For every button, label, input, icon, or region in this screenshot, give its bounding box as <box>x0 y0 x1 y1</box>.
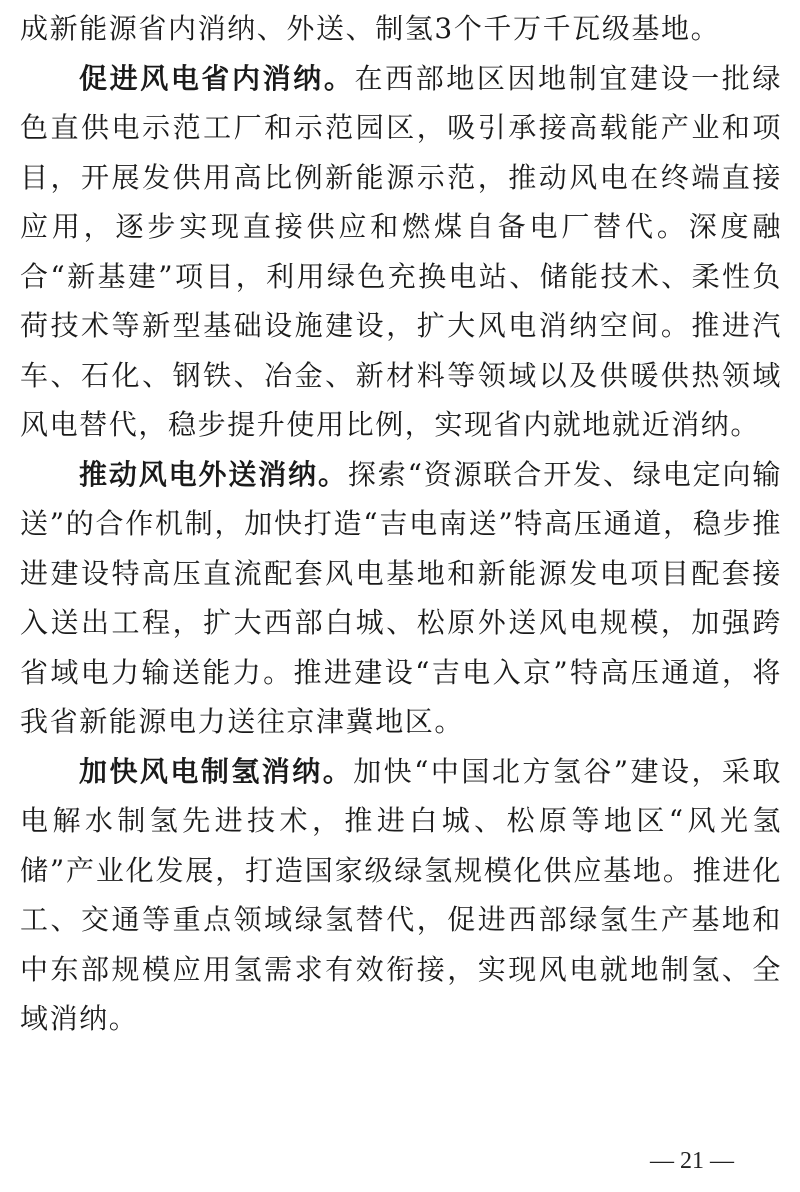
page-footer <box>0 1144 800 1184</box>
paragraph-body: 在西部地区因地制宜建设一批绿色直供电示范工厂和示范园区，吸引承接高载能产业和项目，开展发供用高比例新能源示范，推动风电在终端直接应用，逐步实现直接供应和燃煤自备电厂替代。深度融合“新基建”项目，利用绿色充换电站、储能技术、柔性负荷技术等新型基础设施建设，扩大风电消纳空间。推进汽车、石化、钢铁、冶金、新材料等领域以及供暖供热领域风电替代，稳步提升使用比例，实现省内就地就近消纳。 <box>20 61 782 441</box>
paragraph-continuation <box>20 4 782 54</box>
paragraph-heading: 促进风电省内消纳。 <box>79 61 355 95</box>
paragraph-heading: 加快风电制氢消纳。 <box>79 754 354 788</box>
paragraph-body: 加快“中国北方氢谷”建设，采取电解水制氢先进技术，推进白城、松原等地区“风光氢储”产业化发展，打造国家级绿氢规模化供应基地。推进化工、交通等重点领域绿氢替代，促进西部绿氢生产基地和中东部规模应用氢需求有效衔接，实现风电就地制氢、全域消纳。 <box>20 754 782 1035</box>
paragraph-heading: 推动风电外送消纳。 <box>79 457 348 491</box>
paragraph-body: 成新能源省内消纳、外送、制氢3个千万千瓦级基地。 <box>20 12 721 45</box>
document-page <box>20 4 782 1044</box>
paragraph-wind-hydrogen-consumption <box>20 747 782 1044</box>
paragraph-wind-export-consumption <box>20 450 782 747</box>
paragraph-wind-local-consumption <box>20 54 782 450</box>
page-number: — 21 — <box>650 1148 734 1174</box>
paragraph-body: 探索“资源联合开发、绿电定向输送”的合作机制，加快打造“吉电南送”特高压通道，稳步推进建设特高压直流配套风电基地和新能源发电项目配套接入送出工程，扩大西部白城、松原外送风电规模，加强跨省域电力输送能力。推进建设“吉电入京”特高压通道，将我省新能源电力送往京津冀地区。 <box>20 457 782 738</box>
